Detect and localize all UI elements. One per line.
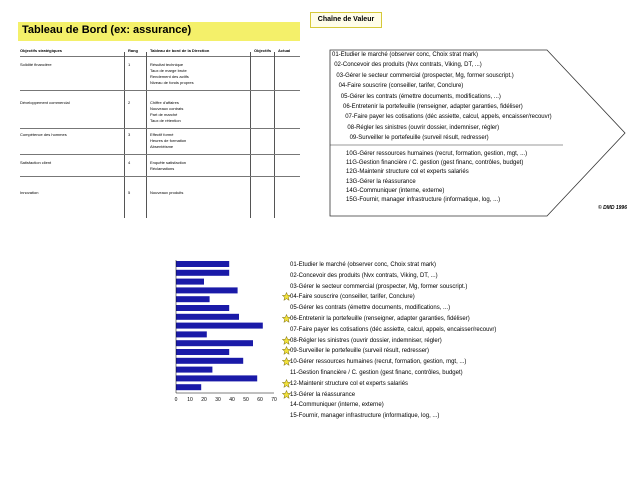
col-header-objective: Objectifs stratégiques (20, 48, 63, 53)
cell-indicator: Taux de rétention (150, 118, 181, 123)
bar (176, 270, 229, 276)
chain-activity: 09-Surveiller le portefeuille (surveil résult, redresser) (349, 135, 489, 142)
chain-activity: 07-Faire payer les cotisations (déc assiette, calcul, appels, encaisser/recouvr) (345, 114, 552, 121)
category-label: 13-Gérer la réassurance (290, 391, 356, 398)
bar (176, 323, 263, 329)
table-divider (20, 90, 300, 91)
cell-objective: Compétence des hommes (20, 132, 67, 137)
x-tick-label: 30 (215, 397, 221, 403)
activity-bar-chart (168, 255, 288, 405)
table-divider (20, 154, 300, 155)
cell-indicator: Nouveaux produits (150, 190, 184, 195)
chain-activity: 02-Concevoir des produits (Nvx contrats, Viking, DT, ...) (334, 62, 482, 69)
category-label: 08-Régler les sinistres (ouvrir dossier, indemniser, régler) (290, 337, 442, 344)
x-tick-label: 0 (174, 397, 178, 403)
chain-activity: 03-Gérer le secteur commercial (prospecter, Mg, former souscript.) (336, 72, 514, 79)
bar (176, 340, 253, 346)
cell-indicator: Nouveaux contrats (150, 106, 184, 111)
category-label: 14-Communiquer (interne, externe) (290, 402, 384, 409)
bar (176, 261, 229, 267)
bar (176, 314, 239, 320)
chart-category-labels (290, 260, 550, 422)
bar (176, 279, 204, 285)
bar (176, 375, 257, 381)
category-label: 11-Gestion financière / C. gestion (gest financ, contrôles, budget) (290, 369, 463, 376)
category-label: 03-Gérer le secteur commercial (prospecter, Mg, former souscript.) (290, 283, 468, 290)
support-activity: 12G-Maintenir structure col et experts salariés (346, 169, 469, 176)
star-icon (282, 336, 291, 345)
bar (176, 358, 243, 364)
bar (176, 367, 212, 373)
x-tick-label: 10 (187, 397, 193, 403)
star-icon (282, 346, 291, 355)
support-activity: 13G-Gérer la réassurance (346, 178, 416, 185)
table-divider (274, 52, 275, 218)
cell-indicator: Réclamations (150, 166, 175, 171)
cell-indicator: Part de marché (150, 112, 178, 117)
bar (176, 349, 229, 355)
category-label: 07-Faire payer les cotisations (déc assiette, calcul, appels, encaisser/recouvr) (290, 326, 497, 333)
x-tick-label: 60 (257, 397, 263, 403)
cell-indicator: Taux de marge brute (150, 68, 187, 73)
x-tick-label: 70 (271, 397, 277, 403)
x-tick-label: 40 (229, 397, 235, 403)
support-activity: 10G-Gérer ressources humaines (recrut, formation, gestion, mgt, ...) (346, 151, 528, 157)
cell-rank: 3 (128, 132, 131, 137)
table-divider (250, 52, 251, 218)
category-label: 12-Maintenir structure col et experts salariés (290, 380, 409, 387)
star-icon (282, 314, 291, 323)
col-header-actual: Actual (278, 48, 291, 53)
chain-activity: 05-Gérer les contrats (émettre documents, modifications, ...) (340, 93, 501, 100)
col-header-target: Objectifs (254, 48, 272, 53)
table-divider (20, 56, 300, 57)
category-label: 10-Gérer ressources humaines (recrut, formation, gestion, mgt, ...) (290, 359, 467, 366)
table-divider (146, 52, 147, 218)
table-divider (124, 52, 125, 218)
chain-activity: 04-Faire souscrire (conseiller, tarifer, Conclure) (338, 83, 464, 90)
chain-activity: 08-Régler les sinistres (ouvrir dossier, indemniser, régler) (347, 124, 500, 131)
bar (176, 384, 201, 390)
cell-rank: 5 (128, 190, 131, 195)
star-icon (282, 379, 291, 388)
x-tick-label: 20 (201, 397, 207, 403)
cell-rank: 4 (128, 160, 131, 165)
cell-indicator: Rendement des actifs (150, 74, 189, 79)
support-activity: 15G-Fournir, manager infrastructure (informatique, log, ...) (346, 197, 501, 203)
bar (176, 331, 207, 337)
bar (176, 287, 238, 293)
table-divider (20, 128, 300, 129)
col-header-indicator: Tableau de bord de la Direction (150, 48, 210, 53)
bar (176, 296, 210, 302)
cell-objective: Innovation (20, 190, 39, 195)
bar (176, 305, 229, 311)
support-activity: 11G-Gestion financière / C. gestion (gest financ, contrôles, budget) (346, 160, 524, 167)
star-icon (282, 357, 291, 366)
category-label: 05-Gérer les contrats (émettre documents, modifications, ...) (290, 305, 451, 312)
cell-objective: Satisfaction client (20, 160, 52, 165)
category-label: 02-Concevoir des produits (Nvx contrats, Viking, DT, ...) (290, 272, 438, 279)
support-activity: 14G-Communiquer (interne, externe) (346, 187, 445, 194)
cell-indicator: Niveau de fonds propres (150, 80, 194, 85)
cell-indicator: Chiffre d'affaires (150, 100, 179, 105)
table-divider (20, 176, 300, 177)
cell-objective: Développement commercial (20, 100, 70, 105)
category-label: 15-Fournir, manager infrastructure (informatique, log, ...) (290, 413, 440, 420)
star-icon (282, 292, 291, 301)
chain-activity: 06-Entretenir la portefeuille (renseigner, adapter garanties, fidéliser) (343, 104, 523, 110)
category-label: 01-Etudier le marché (observer conc, Choix strat mark) (290, 262, 437, 268)
page-title: Tableau de Bord (ex: assurance) (22, 24, 192, 36)
category-label: 09-Surveiller le portefeuille (surveil résult, redresser) (290, 348, 430, 355)
x-tick-label: 50 (243, 397, 249, 403)
cell-rank: 1 (128, 62, 131, 67)
category-label: 04-Faire souscrire (conseiller, tarifer, Conclure) (290, 294, 415, 301)
col-header-rank: Rang (128, 48, 138, 53)
chain-label-box: Chaîne de Valeur (310, 12, 382, 28)
category-label: 06-Entretenir la portefeuille (renseigner, adapter garanties, fidéliser) (290, 315, 470, 322)
cell-indicator: Résultat technique (150, 62, 184, 67)
cell-indicator: Absentéisme (150, 144, 174, 149)
star-icon (282, 390, 291, 399)
chain-activity: 01-Etudier le marché (observer conc, Choix strat mark) (332, 52, 479, 58)
cell-rank: 2 (128, 100, 131, 105)
signature: © DMD 1996 (598, 205, 627, 211)
cell-indicator: Effectif formé (150, 132, 174, 137)
cell-objective: Solidité financière (20, 62, 52, 67)
dashboard-table (20, 48, 300, 218)
cell-indicator: Heures de formation (150, 138, 187, 143)
cell-indicator: Enquête satisfaction (150, 160, 187, 165)
